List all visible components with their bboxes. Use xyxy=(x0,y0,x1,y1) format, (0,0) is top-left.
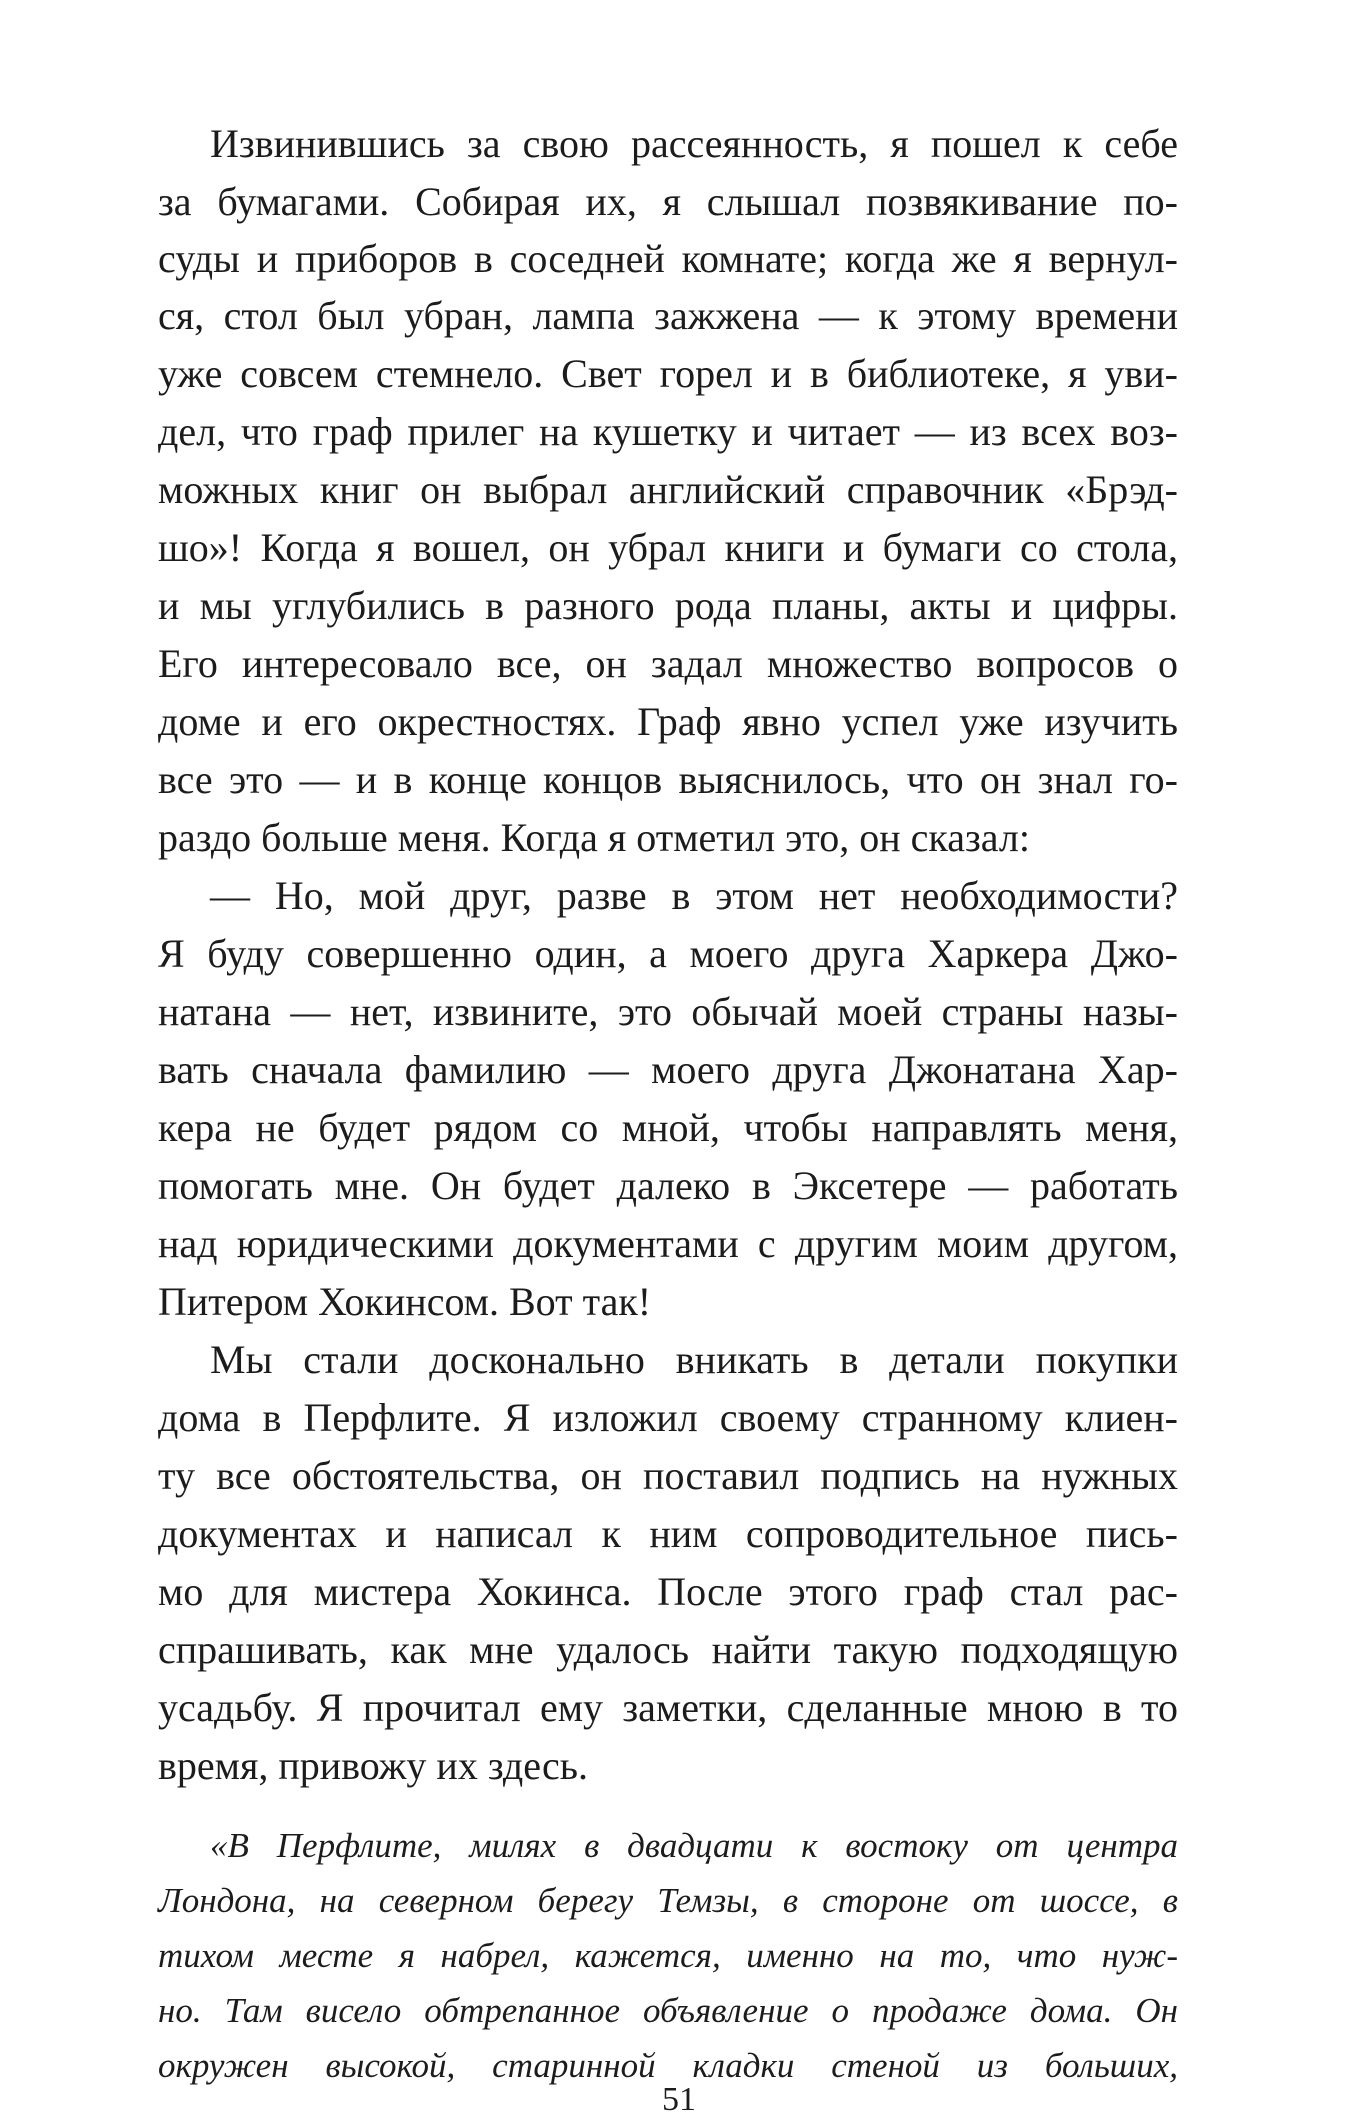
page-number: 51 xyxy=(662,2081,696,2118)
quote-line: тихом месте я набрел, кажется, именно на то, что нуж- xyxy=(158,1936,1178,1975)
text-line: уже совсем стемнело. Свет горел и в библиотеке, я уви- xyxy=(158,351,1178,396)
text-line: дома в Перфлите. Я изложил своему странному клиен- xyxy=(158,1395,1178,1440)
text-line: натана — нет, извините, это обычай моей страны назы- xyxy=(158,989,1178,1034)
text-line: документах и написал к ним сопроводительное пись- xyxy=(158,1511,1178,1556)
text-line: можных книг он выбрал английский справочник «Брэд- xyxy=(158,467,1178,512)
text-line: вать сначала фамилию — моего друга Джонатана Хар- xyxy=(158,1047,1178,1092)
text-line: Мы стали досконально вникать в детали покупки xyxy=(210,1337,1178,1382)
text-line: Я буду совершенно один, а моего друга Харкера Джо- xyxy=(158,931,1178,976)
text-line: Его интересовало все, он задал множество вопросов о xyxy=(158,641,1178,686)
text-line: усадьбу. Я прочитал ему заметки, сделанные мною в то xyxy=(158,1685,1178,1730)
quote-line: «В Перфлите, милях в двадцати к востоку от центра xyxy=(210,1826,1178,1865)
text-line: суды и приборов в соседней комнате; когда же я вернул- xyxy=(158,236,1178,281)
text-line: время, привожу их здесь. xyxy=(158,1743,588,1788)
text-line: за бумагами. Собирая их, я слышал позвякивание по- xyxy=(158,179,1178,224)
text-line: Питером Хокинсом. Вот так! xyxy=(158,1279,652,1324)
text-line: шо»! Когда я вошел, он убрал книги и бумаги со стола, xyxy=(158,525,1178,570)
text-line: дел, что граф прилег на кушетку и читает — из всех воз- xyxy=(158,409,1178,454)
text-line: раздо больше меня. Когда я отметил это, он сказал: xyxy=(158,815,1030,860)
quote-line: но. Там висело обтрепанное объявление о продаже дома. Он xyxy=(158,1991,1178,2030)
text-line: ся, стол был убран, лампа зажжена — к этому времени xyxy=(158,293,1178,338)
text-line: кера не будет рядом со мной, чтобы направлять меня, xyxy=(158,1105,1178,1150)
text-line: Извинившись за свою рассеянность, я пошел к себе xyxy=(210,121,1178,166)
text-line: — Но, мой друг, разве в этом нет необходимости? xyxy=(210,873,1178,918)
quote-line: Лондона, на северном берегу Темзы, в стороне от шоссе, в xyxy=(158,1881,1178,1920)
text-line: спрашивать, как мне удалось найти такую подходящую xyxy=(158,1627,1178,1672)
text-line: и мы углубились в разного рода планы, акты и цифры. xyxy=(158,583,1178,628)
text-line: доме и его окрестностях. Граф явно успел уже изучить xyxy=(158,699,1178,744)
text-line: ту все обстоятельства, он поставил подпись на нужных xyxy=(158,1453,1178,1498)
text-line: над юридическими документами с другим моим другом, xyxy=(158,1221,1178,1266)
text-line: мо для мистера Хокинса. После этого граф стал рас- xyxy=(158,1569,1178,1614)
text-line: все это — и в конце концов выяснилось, что он знал го- xyxy=(158,757,1178,802)
text-line: помогать мне. Он будет далеко в Эксетере — работать xyxy=(158,1163,1178,1208)
quote-line: окружен высокой, старинной кладки стеной из больших, xyxy=(158,2046,1178,2085)
